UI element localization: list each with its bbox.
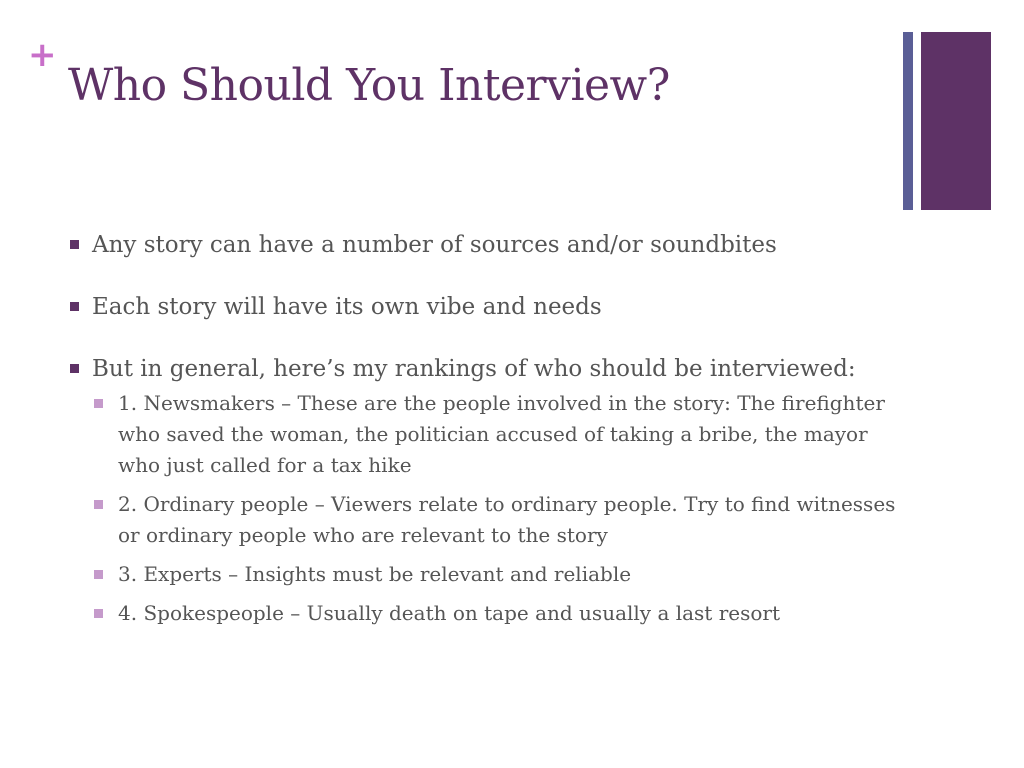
bullet-item: [68, 352, 898, 386]
sub-bullet-text: 3. Experts – Insights must be relevant and reliable: [118, 562, 632, 586]
sub-bullet-list: [68, 388, 898, 629]
bullet-text: Any story can have a number of sources and/or soundbites: [92, 232, 777, 258]
square-bullet-icon: [70, 240, 79, 249]
bullet-item: [68, 290, 898, 324]
square-bullet-icon: [70, 364, 79, 373]
decorative-bar-thick: [921, 32, 991, 210]
slide-title: Who Should You Interview?: [68, 60, 670, 111]
sub-bullet-item: [92, 489, 898, 551]
sub-bullet-item: [92, 598, 898, 629]
decorative-bar-thin: [903, 32, 913, 210]
square-bullet-icon: [94, 399, 103, 408]
sub-bullet-item: [92, 559, 898, 590]
bullet-item: [68, 228, 898, 262]
square-bullet-icon: [94, 609, 103, 618]
square-bullet-icon: [70, 302, 79, 311]
sub-bullet-text: 4. Spokespeople – Usually death on tape and usually a last resort: [118, 601, 781, 625]
sub-bullet-text: 2. Ordinary people – Viewers relate to ordinary people. Try to find witnesses or ordinary people who are relevant to the story: [118, 492, 896, 547]
plus-icon: +: [28, 35, 57, 75]
bullet-text: Each story will have its own vibe and needs: [92, 294, 602, 320]
sub-bullet-text: 1. Newsmakers – These are the people involved in the story: The firefighter who saved the woman, the politician accused of taking a bribe, the mayor who just called for a tax hike: [118, 391, 885, 477]
sub-bullet-item: [92, 388, 898, 481]
square-bullet-icon: [94, 570, 103, 579]
bullet-text: But in general, here’s my rankings of who should be interviewed:: [92, 356, 856, 382]
slide-body: [68, 228, 898, 637]
square-bullet-icon: [94, 500, 103, 509]
